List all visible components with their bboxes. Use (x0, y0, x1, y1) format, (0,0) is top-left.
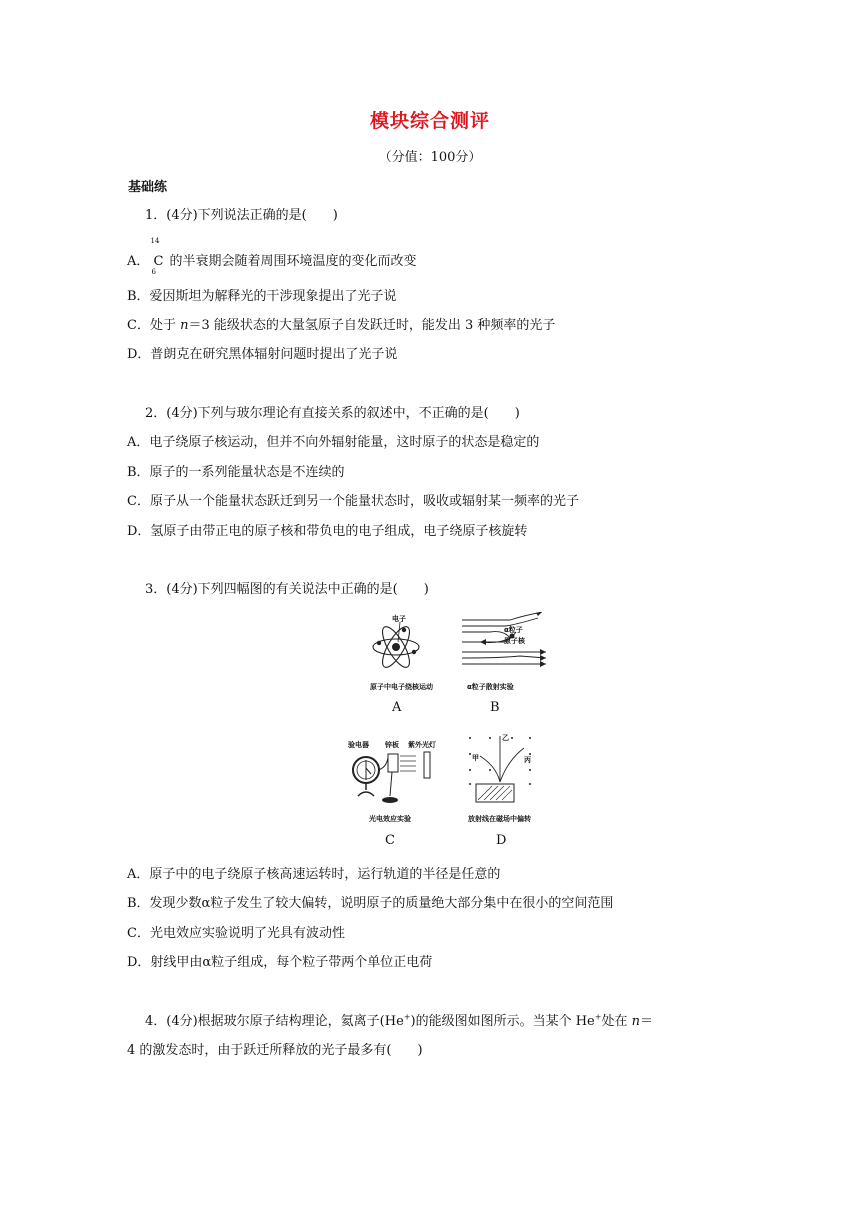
q2-option-a: A．电子绕原子核运动，但并不向外辐射能量，这时原子的状态是稳定的 (127, 435, 540, 450)
figure-c-photoelectric-diagram (348, 738, 448, 806)
figure-c-letter: C (385, 833, 395, 848)
q1-isotope-mass: 14 (150, 237, 160, 245)
figure-a-electron-label: 电子 (392, 615, 406, 623)
figure-b-particle-label: α粒子 (504, 626, 523, 634)
figure-d-yi-label: 乙 (502, 734, 509, 742)
figure-c-caption: 光电效应实验 (369, 815, 411, 823)
figure-d-bing-label: 丙 (524, 756, 531, 764)
q3-option-b: B．发现少数α粒子发生了较大偏转，说明原子的质量绝大部分集中在很小的空间范围 (127, 896, 614, 911)
q1-isotope-charge: 6 (151, 268, 156, 276)
q4-ion-charge-1: + (403, 1012, 411, 1022)
q4-stem-part1: 4．(4分)根据玻尔原子结构理论，氦离子(He (145, 1014, 404, 1029)
q3-option-c: C．光电效应实验说明了光具有波动性 (127, 926, 345, 941)
figure-b-caption: α粒子散射实验 (467, 683, 514, 691)
q4-ion-charge-2: + (594, 1012, 602, 1022)
q4-stem-part3: 处在 (601, 1014, 632, 1029)
q3-option-d: D．射线甲由α粒子组成，每个粒子带两个单位正电荷 (127, 955, 433, 970)
q4-stem-line2: 4 的激发态时，由于跃迁所释放的光子最多有( ) (127, 1043, 423, 1058)
figure-d-jia-label: 甲 (472, 754, 479, 762)
q2-option-b: B．原子的一系列能量状态是不连续的 (127, 465, 345, 480)
figure-d-letter: D (496, 833, 507, 848)
section-heading: 基础练 (128, 180, 168, 195)
q1-stem: 1．(4分)下列说法正确的是( ) (145, 208, 338, 223)
figure-c-zinc-label: 锌板 (385, 741, 399, 749)
figure-b-nucleus-label: 原子核 (504, 637, 525, 645)
figure-b-scattering-diagram (460, 612, 550, 670)
page-subtitle: （分值：100分） (378, 150, 482, 165)
figure-d-radiation-diagram (464, 730, 540, 806)
figure-b-letter: B (490, 700, 500, 715)
q1-isotope-element: C (153, 254, 164, 269)
figure-a-letter: A (392, 700, 402, 715)
q2-stem: 2．(4分)下列与玻尔理论有直接关系的叙述中，不正确的是( ) (145, 406, 520, 421)
q1-option-c-text: ＝3 能级状态的大量氢原子自发跃迁时，能发出 3 种频率的光子 (188, 318, 556, 333)
q1-option-a (127, 237, 417, 276)
figure-d-caption: 放射线在磁场中偏转 (468, 815, 531, 823)
q4-stem-part2: )的能级图如图所示。当某个 He (410, 1014, 595, 1029)
q4-var-n: n (631, 1014, 640, 1029)
q1-option-a-text: 的半衰期会随着周围环境温度的变化而改变 (169, 254, 417, 269)
figure-a-atom-diagram (370, 612, 438, 678)
page-title: 模块综合测评 (369, 110, 490, 132)
figure-c-electroscope-label: 验电器 (348, 741, 369, 749)
q1-option-c (127, 314, 555, 333)
q1-option-c-prefix: C．处于 (127, 318, 181, 333)
q2-option-d: D．氢原子由带正电的原子核和带负电的电子组成，电子绕原子核旋转 (127, 524, 528, 539)
figure-a-caption: 原子中电子绕核运动 (370, 683, 433, 691)
q1-option-c-var: n (180, 318, 189, 333)
q4-stem-part4: ＝ (639, 1014, 653, 1029)
q1-option-d: D．普朗克在研究黑体辐射问题时提出了光子说 (127, 347, 398, 362)
q4-stem-line1 (145, 1010, 653, 1029)
q1-option-a-prefix: A． (127, 254, 150, 269)
q3-option-a: A．原子中的电子绕原子核高速运转时，运行轨道的半径是任意的 (127, 867, 501, 882)
q1-option-b: B．爱因斯坦为解释光的干涉现象提出了光子说 (127, 289, 397, 304)
q3-stem: 3．(4分)下列四幅图的有关说法中正确的是( ) (145, 582, 429, 597)
q1-isotope (150, 237, 170, 276)
q2-option-c: C．原子从一个能量状态跃迁到另一个能量状态时，吸收或辐射某一频率的光子 (127, 494, 579, 509)
figure-c-uv-label: 紫外光灯 (408, 741, 436, 749)
